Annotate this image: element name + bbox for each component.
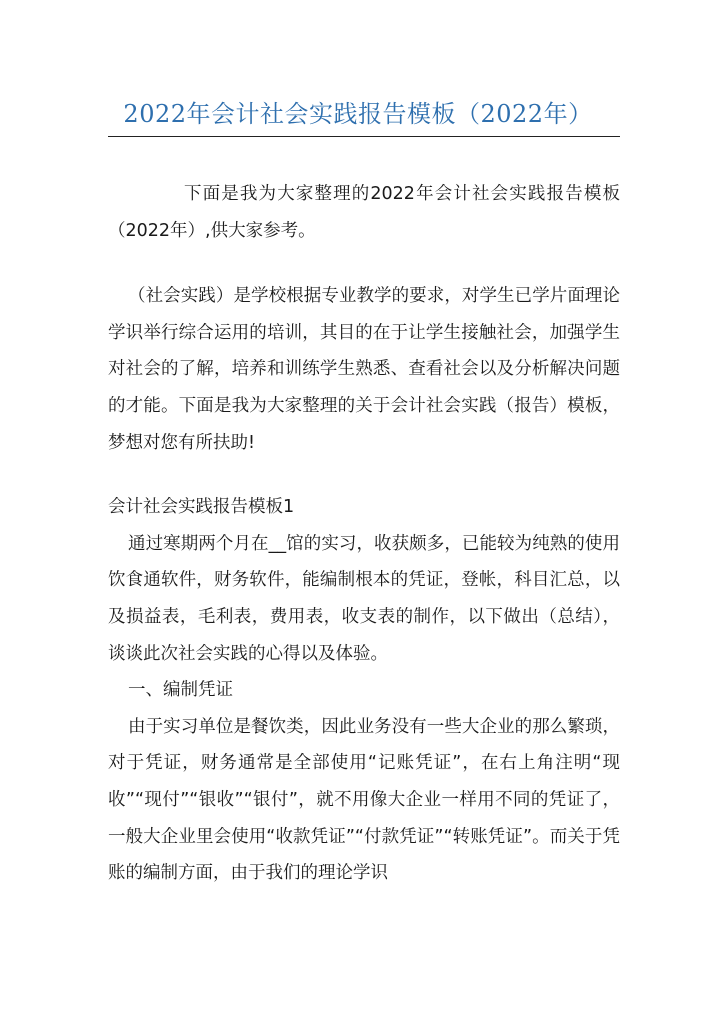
paragraph-gap	[108, 249, 620, 278]
title-divider	[108, 136, 620, 137]
intro-paragraph: 下面是我为大家整理的2022年会计社会实践报告模板（2022年）,供大家参考。	[108, 184, 620, 241]
paragraph-2: 通过寒期两个月在__馆的实习，收获颇多，已能较为纯熟的使用饮食通软件，财务软件，能编制根本的凭证，登帐，科目汇总，以及损益表，毛利表，费用表，收支表的制作，以下做出（总结），谈谈此次社会实践的心得以及体验。	[108, 533, 620, 664]
document-title: 2022年会计社会实践报告模板（2022年）	[123, 100, 593, 128]
paragraph-gap	[108, 461, 620, 489]
section-heading: 会计社会实践报告模板1	[108, 497, 295, 518]
document-body	[108, 176, 620, 892]
sub-heading: 一、编制凭证	[128, 680, 233, 701]
paragraph-3: 由于实习单位是餐饮类，因此业务没有一些大企业的那么繁琐，对于凭证，财务通常是全部使用“记账凭证”，在右上角注明“现收”“现付”“银收”“银付”，就不用像大企业一样用不同的凭证了，一般大企业里会使用“收款凭证”“付款凭证”“转账凭证”。而关于凭账的编制方面，由于我们的理论学识	[108, 716, 620, 884]
paragraph-1: （社会实践）是学校根据专业教学的要求，对学生已学片面理论学识举行综合运用的培训，其目的在于让学生接触社会，加强学生对社会的了解，培养和训练学生熟悉、查看社会以及分析解决问题的才能。下面是我为大家整理的关于会计社会实践（报告）模板，梦想对您有所扶助!	[108, 286, 620, 453]
